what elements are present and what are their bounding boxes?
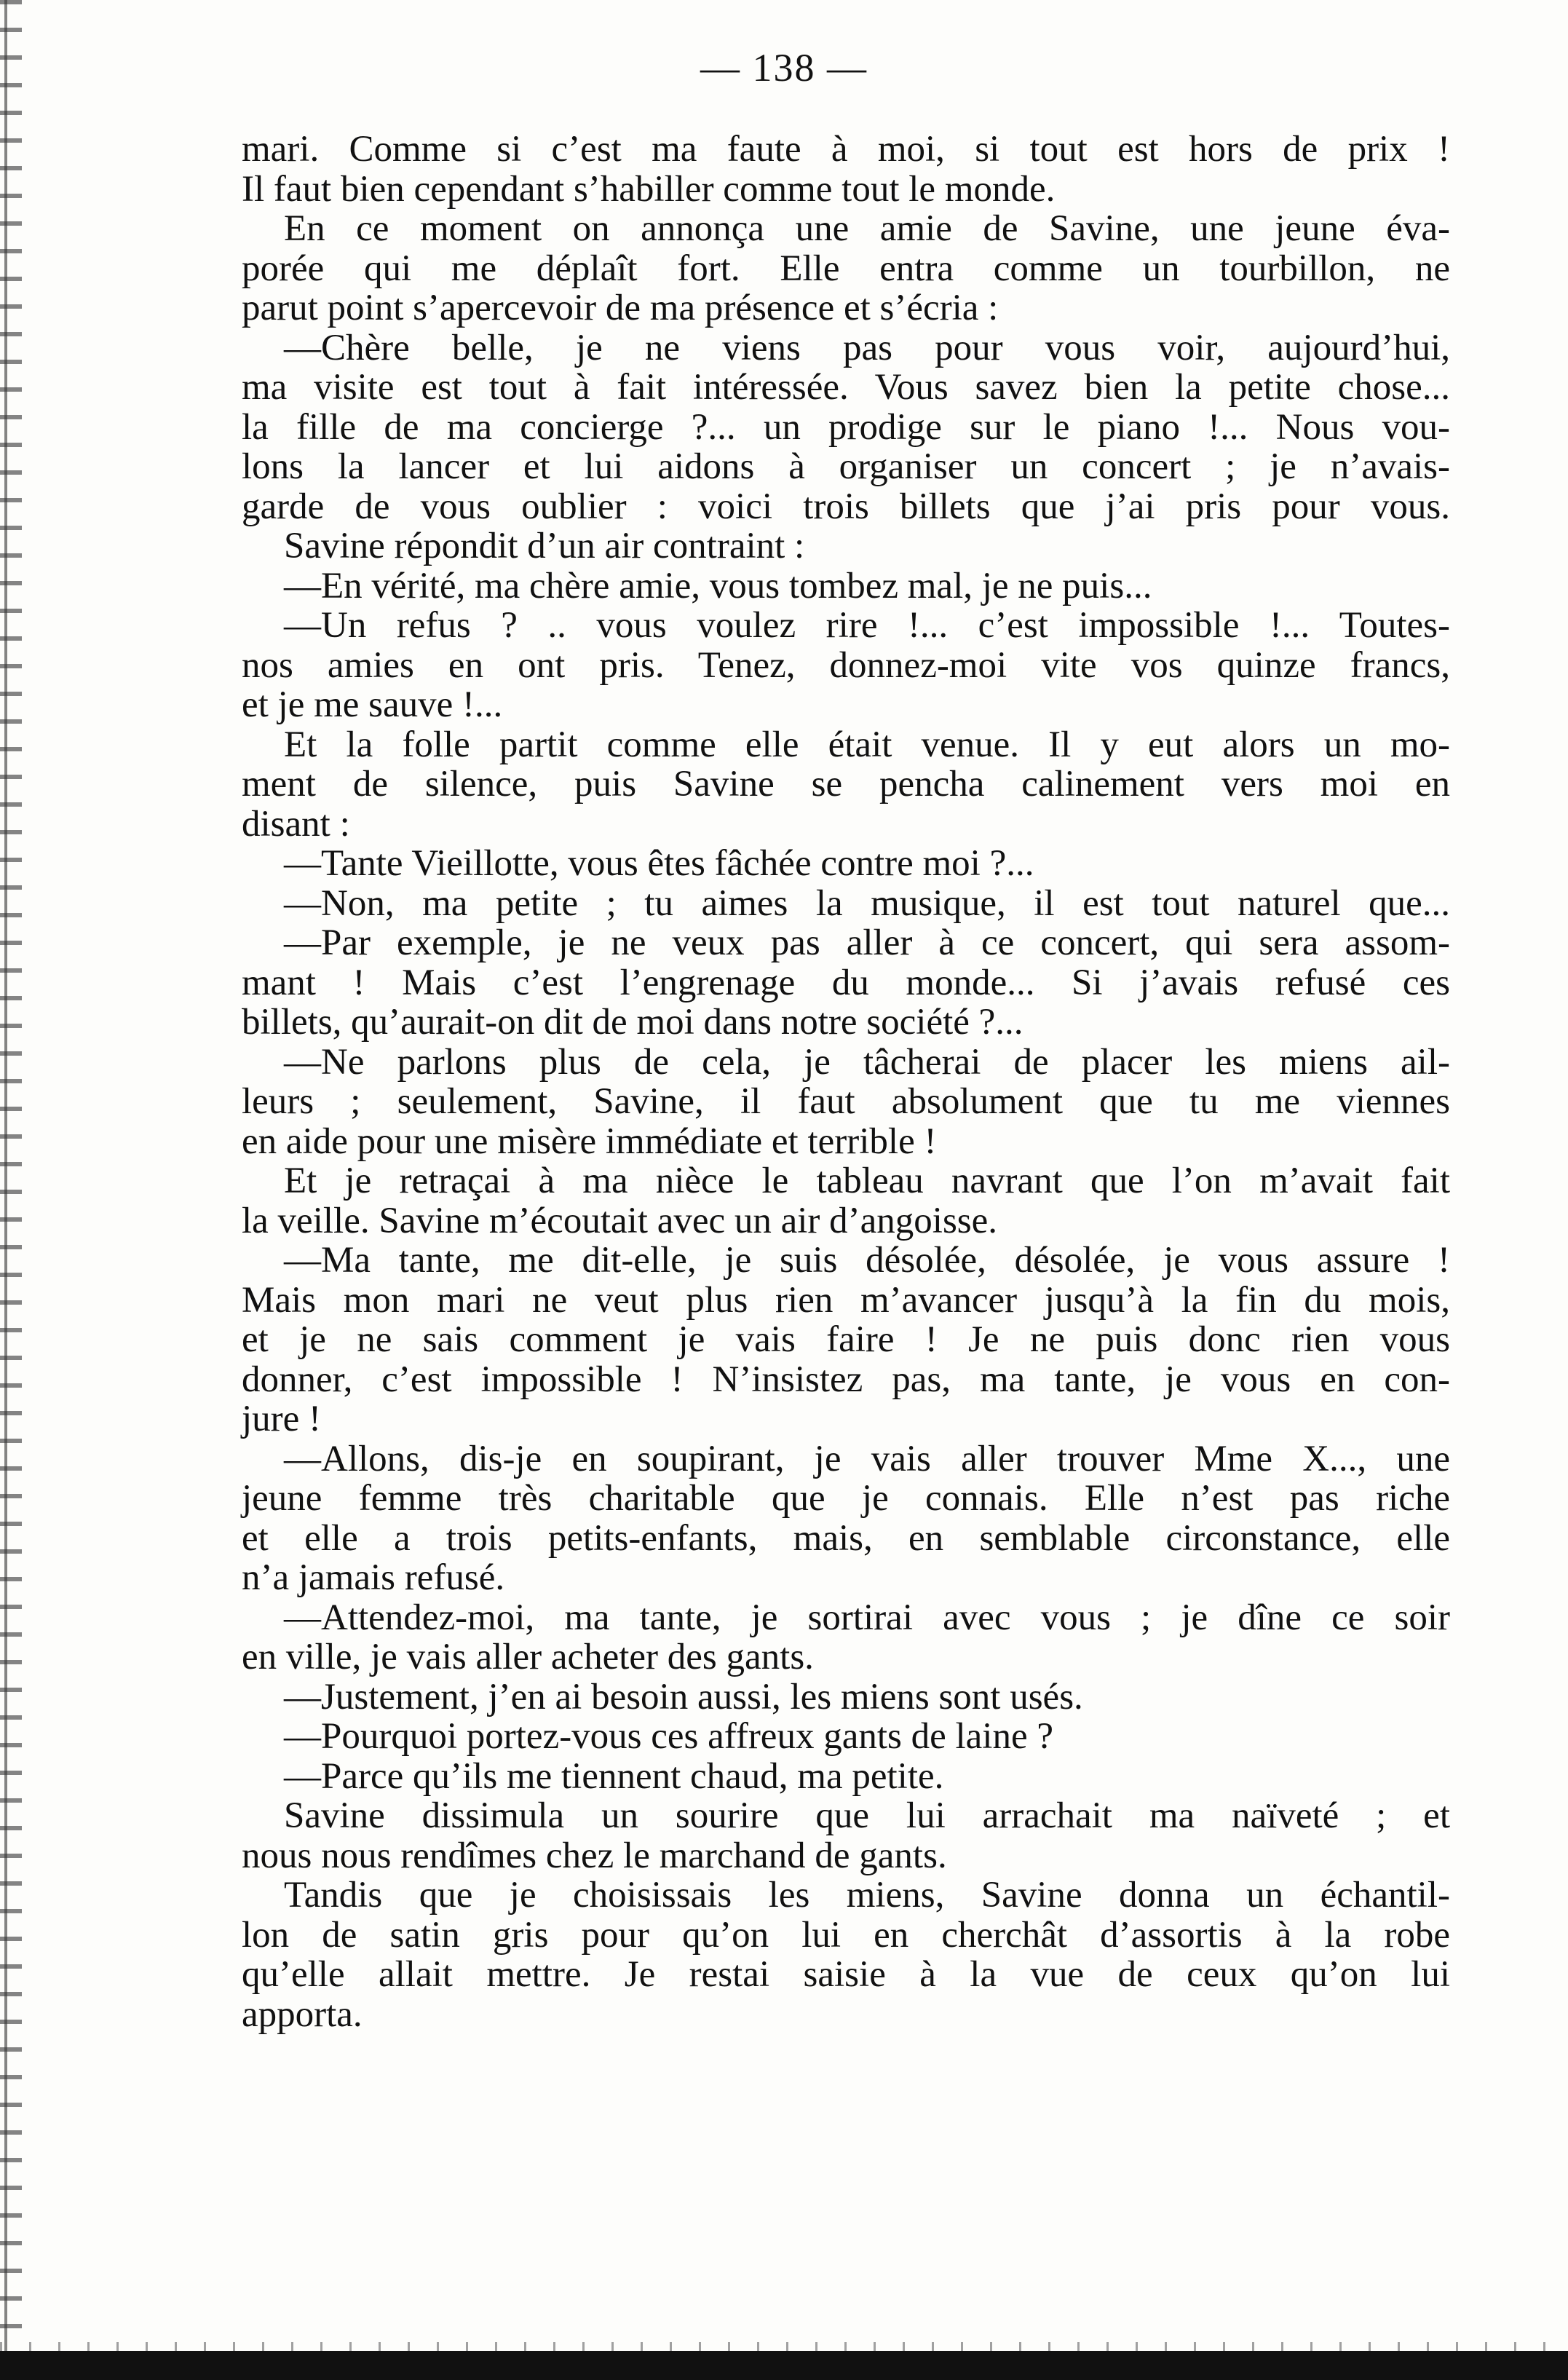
scan-bottom-noise [0, 2342, 1568, 2351]
page-number: — 138 — [700, 46, 868, 90]
text-line: mant ! Mais c’est l’engrenage du monde... Si j’avais refusé ces [242, 962, 1450, 1003]
text-line: —Non, ma petite ; tu aimes la musique, il est tout naturel que... [284, 882, 1450, 924]
scan-left-edge-line [4, 0, 7, 2380]
text-line: qu’elle allait mettre. Je restai saisie à la vue de ceux qu’on lui [242, 1954, 1450, 1995]
text-line: jure ! [242, 1399, 322, 1439]
text-line: mari. Comme si c’est ma faute à moi, si tout est hors de prix ! [242, 129, 1450, 170]
text-line: garde de vous oublier : voici trois billets que j’ai pris pour vous. [242, 486, 1450, 527]
text-line: leurs ; seulement, Savine, il faut absolument que tu me viennes [242, 1081, 1450, 1122]
text-line: —Tante Vieillotte, vous êtes fâchée contre moi ?... [284, 843, 1034, 884]
text-line: ment de silence, puis Savine se pencha calinement vers moi en [242, 764, 1450, 804]
text-line: la fille de ma concierge ?... un prodige sur le piano !... Nous vou- [242, 406, 1450, 448]
text-line: donner, c’est impossible ! N’insistez pas, ma tante, je vous en con- [242, 1359, 1450, 1400]
text-line: —Parce qu’ils me tiennent chaud, ma petite. [284, 1755, 944, 1797]
text-line: Il faut bien cependant s’habiller comme tout le monde. [242, 168, 1056, 210]
text-line: lons la lancer et lui aidons à organiser un concert ; je n’avais- [242, 446, 1450, 487]
text-line: Savine dissimula un sourire que lui arrachait ma naïveté ; et [284, 1795, 1450, 1836]
text-line: —Justement, j’en ai besoin aussi, les miens sont usés. [284, 1676, 1083, 1717]
text-line: en ville, je vais aller acheter des gants. [242, 1637, 814, 1677]
text-line: et je me sauve !... [242, 684, 503, 725]
text-line: n’a jamais refusé. [242, 1557, 505, 1598]
text-line: Tandis que je choisissais les miens, Savine donna un échantil- [284, 1875, 1450, 1916]
text-line: —Allons, dis-je en soupirant, je vais aller trouver Mme X..., une [284, 1438, 1450, 1479]
text-line: —Ne parlons plus de cela, je tâcherai de placer les miens ail- [284, 1041, 1450, 1083]
text-line: —En vérité, ma chère amie, vous tombez mal, je ne puis... [284, 565, 1152, 606]
text-line: —Pourquoi portez-vous ces affreux gants de laine ? [284, 1716, 1053, 1757]
text-line: parut point s’apercevoir de ma présence et s’écria : [242, 288, 999, 328]
text-line: et elle a trois petits-enfants, mais, en semblable circonstance, elle [242, 1517, 1450, 1559]
text-line: —Attendez-moi, ma tante, je sortirai avec vous ; je dîne ce soir [284, 1597, 1450, 1638]
text-line: Et la folle partit comme elle était venue. Il y eut alors un mo- [284, 724, 1450, 765]
text-line: Mais mon mari ne veut plus rien m’avancer jusqu’à la fin du mois, [242, 1279, 1450, 1321]
text-line: nous nous rendîmes chez le marchand de gants. [242, 1835, 947, 1876]
text-line: la veille. Savine m’écoutait avec un air d’angoisse. [242, 1200, 998, 1241]
scan-left-edge [0, 0, 22, 2380]
text-line: en aide pour une misère immédiate et terrible ! [242, 1120, 937, 1162]
text-line: Et je retraçai à ma nièce le tableau navrant que l’on m’avait fait [284, 1161, 1450, 1201]
text-line: Savine répondit d’un air contraint : [284, 526, 805, 566]
text-line: —Chère belle, je ne viens pas pour vous voir, aujourd’hui, [284, 327, 1450, 368]
text-line: En ce moment on annonça une amie de Savine, une jeune éva- [284, 208, 1450, 249]
text-line: jeune femme très charitable que je connais. Elle n’est pas riche [242, 1478, 1450, 1519]
text-line: —Ma tante, me dit-elle, je suis désolée, désolée, je vous assure ! [284, 1240, 1450, 1281]
scan-bottom-edge [0, 2351, 1568, 2380]
text-line: porée qui me déplaît fort. Elle entra comme un tourbillon, ne [242, 248, 1450, 289]
text-line: lon de satin gris pour qu’on lui en cherchât d’assortis à la robe [242, 1914, 1450, 1956]
body-text [242, 130, 1450, 2034]
text-line: billets, qu’aurait-on dit de moi dans notre société ?... [242, 1002, 1023, 1043]
text-line: apporta. [242, 1993, 363, 2035]
text-line: —Un refus ? .. vous voulez rire !... c’est impossible !... Toutes- [284, 605, 1450, 646]
text-line: ma visite est tout à fait intéressée. Vous savez bien la petite chose... [242, 367, 1450, 408]
text-line: disant : [242, 803, 350, 845]
text-line: —Par exemple, je ne veux pas aller à ce concert, qui sera assom- [284, 922, 1450, 963]
text-line: et je ne sais comment je vais faire ! Je ne puis donc rien vous [242, 1319, 1450, 1360]
text-line: nos amies en ont pris. Tenez, donnez-moi vite vos quinze francs, [242, 644, 1450, 686]
